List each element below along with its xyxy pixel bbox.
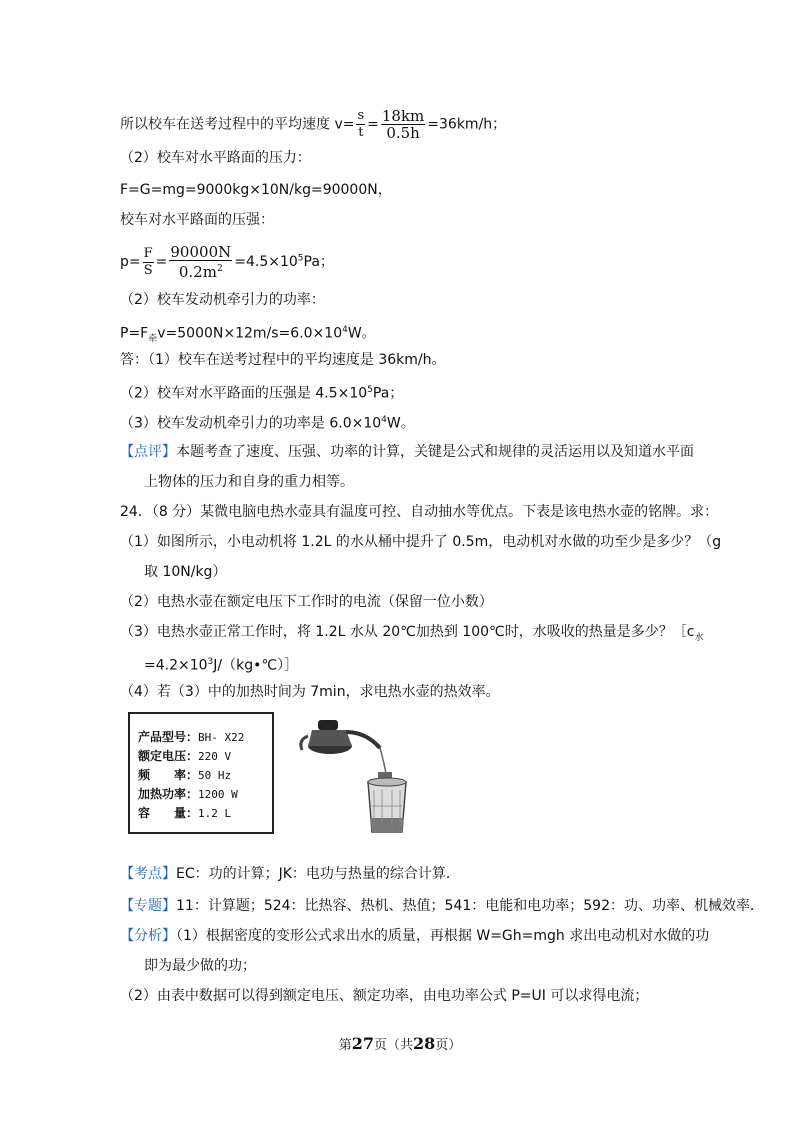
- nameplate-value: 1.2 L: [198, 807, 232, 820]
- nameplate-row: [138, 747, 264, 766]
- numerator: s: [357, 108, 365, 123]
- page-number: 27: [351, 1034, 374, 1053]
- kettle-bucket-illustration: [294, 710, 414, 840]
- nameplate-row: [138, 728, 264, 747]
- text-line: 答：（1）校车在送考过程中的平均速度是 36km/h。: [120, 352, 446, 368]
- numerator: 18km: [381, 107, 425, 125]
- text: 页（共: [373, 1038, 413, 1053]
- text: =: [155, 254, 168, 270]
- superscript: 5: [367, 385, 373, 395]
- water-tube: [380, 748, 386, 774]
- denominator: S: [143, 262, 153, 278]
- denominator: [169, 261, 232, 280]
- text-line: （2）校车对水平路面的压力：: [120, 150, 311, 166]
- topic-line: [120, 896, 764, 916]
- text: W。: [347, 325, 376, 342]
- denominator: t: [358, 125, 364, 140]
- power-formula-line: [120, 320, 376, 349]
- text: v=5000N×12m/s=6.0×10: [157, 325, 343, 342]
- subscript: 牵: [148, 334, 158, 345]
- nameplate-key: 容 量：: [138, 806, 199, 820]
- question-line: [120, 622, 703, 648]
- comment-tag: 【点评】: [120, 444, 176, 460]
- superscript: 3: [207, 657, 214, 667]
- text-line: 即为最少做的功；: [144, 958, 256, 974]
- numerator: F: [143, 245, 153, 261]
- text: =36km/h；: [427, 116, 507, 133]
- text: 页）: [435, 1038, 462, 1053]
- text: W。: [386, 415, 415, 432]
- fraction-speed: [381, 108, 425, 141]
- text: 第: [338, 1038, 352, 1053]
- nameplate-key: 频 率：: [138, 768, 199, 782]
- topic-tag: 【专题】: [120, 898, 176, 914]
- exam-point-line: [120, 864, 460, 884]
- text: Pa；: [303, 254, 334, 270]
- text: p=: [120, 254, 141, 270]
- bucket-icon: [368, 772, 406, 832]
- fraction-pressure: [169, 244, 232, 280]
- pressure-formula-line: [120, 244, 334, 280]
- text: （3）电热水壶正常工作时，将 1.2L 水从 20℃加热到 100℃时，水吸收的热量是多少？［c: [120, 624, 695, 640]
- nameplate-value: BH- X22: [198, 731, 245, 744]
- avg-speed-line: [120, 108, 506, 141]
- text-line: F=G=mg=9000kg×10N/kg=90000N，: [120, 182, 392, 198]
- text: （3）校车发动机牵引力的功率是 6.0×10: [120, 415, 382, 432]
- text-line: （2）校车发动机牵引力的功率：: [120, 292, 325, 308]
- text-line: （1）如图所示，小电动机将 1.2L 的水从桶中提升了 0.5m，电动机对水做的功至少是多少？（g: [120, 534, 722, 550]
- answer-line: [120, 410, 415, 434]
- subscript: 水: [694, 632, 704, 643]
- text: =: [367, 116, 379, 133]
- nameplate-value: 220 V: [198, 750, 232, 763]
- text: （2）校车对水平路面的压强是 4.5×10: [120, 385, 368, 402]
- numerator: 90000N: [170, 243, 232, 261]
- analysis-line: [120, 926, 709, 946]
- text-line: 上物体的压力和自身的重力相等。: [144, 474, 354, 490]
- question-24-title: 24．（8 分）某微电脑电热水壶具有温度可控、自动抽水等优点。下表是该电热水壶的铭牌。求：: [120, 504, 719, 520]
- fraction-f-over-s: [143, 246, 154, 279]
- text: 11：计算题；524：比热容、热机、热值；541：电能和电功率；592：功、功率、机械效率．: [176, 898, 764, 914]
- nameplate-row: [138, 804, 264, 823]
- text-line: （2）由表中数据可以得到额定电压、额定功率，由电功率公式 P=UI 可以求得电流；: [120, 988, 649, 1004]
- fraction-s-over-t: [356, 108, 365, 141]
- nameplate-key: 产品型号：: [138, 730, 199, 744]
- superscript: 4: [381, 415, 387, 425]
- superscript: 2: [216, 264, 223, 274]
- text: =4.2×10: [144, 657, 208, 674]
- text: （1）根据密度的变形公式求出水的质量，再根据 W=Gh=mgh 求出电动机对水做的功: [176, 928, 710, 944]
- text-line: （4）若（3）中的加热时间为 7min，求电热水壶的热效率。: [120, 684, 500, 700]
- nameplate-key: 额定电压：: [138, 749, 199, 763]
- text: Pa；: [372, 385, 404, 402]
- exam-point-tag: 【考点】: [120, 866, 176, 882]
- text: 所以校车在送考过程中的平均速度 v=: [120, 116, 355, 133]
- denominator: 0.5h: [386, 124, 420, 142]
- text: 本题考查了速度、压强、功率的计算，关键是公式和规律的灵活运用以及知道水平面: [176, 444, 694, 460]
- superscript: 5: [297, 253, 304, 264]
- text: EC：功的计算；JK：电功与热量的综合计算．: [176, 866, 460, 882]
- page-footer: [0, 1034, 800, 1053]
- kettle-icon: [301, 720, 380, 754]
- nameplate-row: [138, 785, 264, 804]
- text: P=F: [120, 325, 149, 342]
- text-line: 校车对水平路面的压强：: [120, 212, 274, 228]
- nameplate-row: [138, 766, 264, 785]
- answer-line: [120, 380, 403, 404]
- nameplate-value: 50 Hz: [198, 769, 232, 782]
- analysis-tag: 【分析】: [120, 928, 176, 944]
- page-total: 28: [413, 1034, 436, 1053]
- text-line: 取 10N/kg）: [144, 564, 227, 580]
- kettle-nameplate: [128, 712, 274, 834]
- nameplate-key: 加热功率：: [138, 787, 199, 801]
- text: =4.5×10: [234, 254, 298, 270]
- nameplate-value: 1200 W: [198, 788, 238, 801]
- superscript: 4: [342, 325, 348, 335]
- text-line: （2）电热水壶在额定电压下工作时的电流（保留一位小数）: [120, 594, 493, 610]
- question-line: [144, 652, 298, 676]
- text: 0.2m: [178, 263, 217, 281]
- comment-line: [120, 442, 694, 462]
- text: J/（kg•℃）］: [213, 657, 299, 674]
